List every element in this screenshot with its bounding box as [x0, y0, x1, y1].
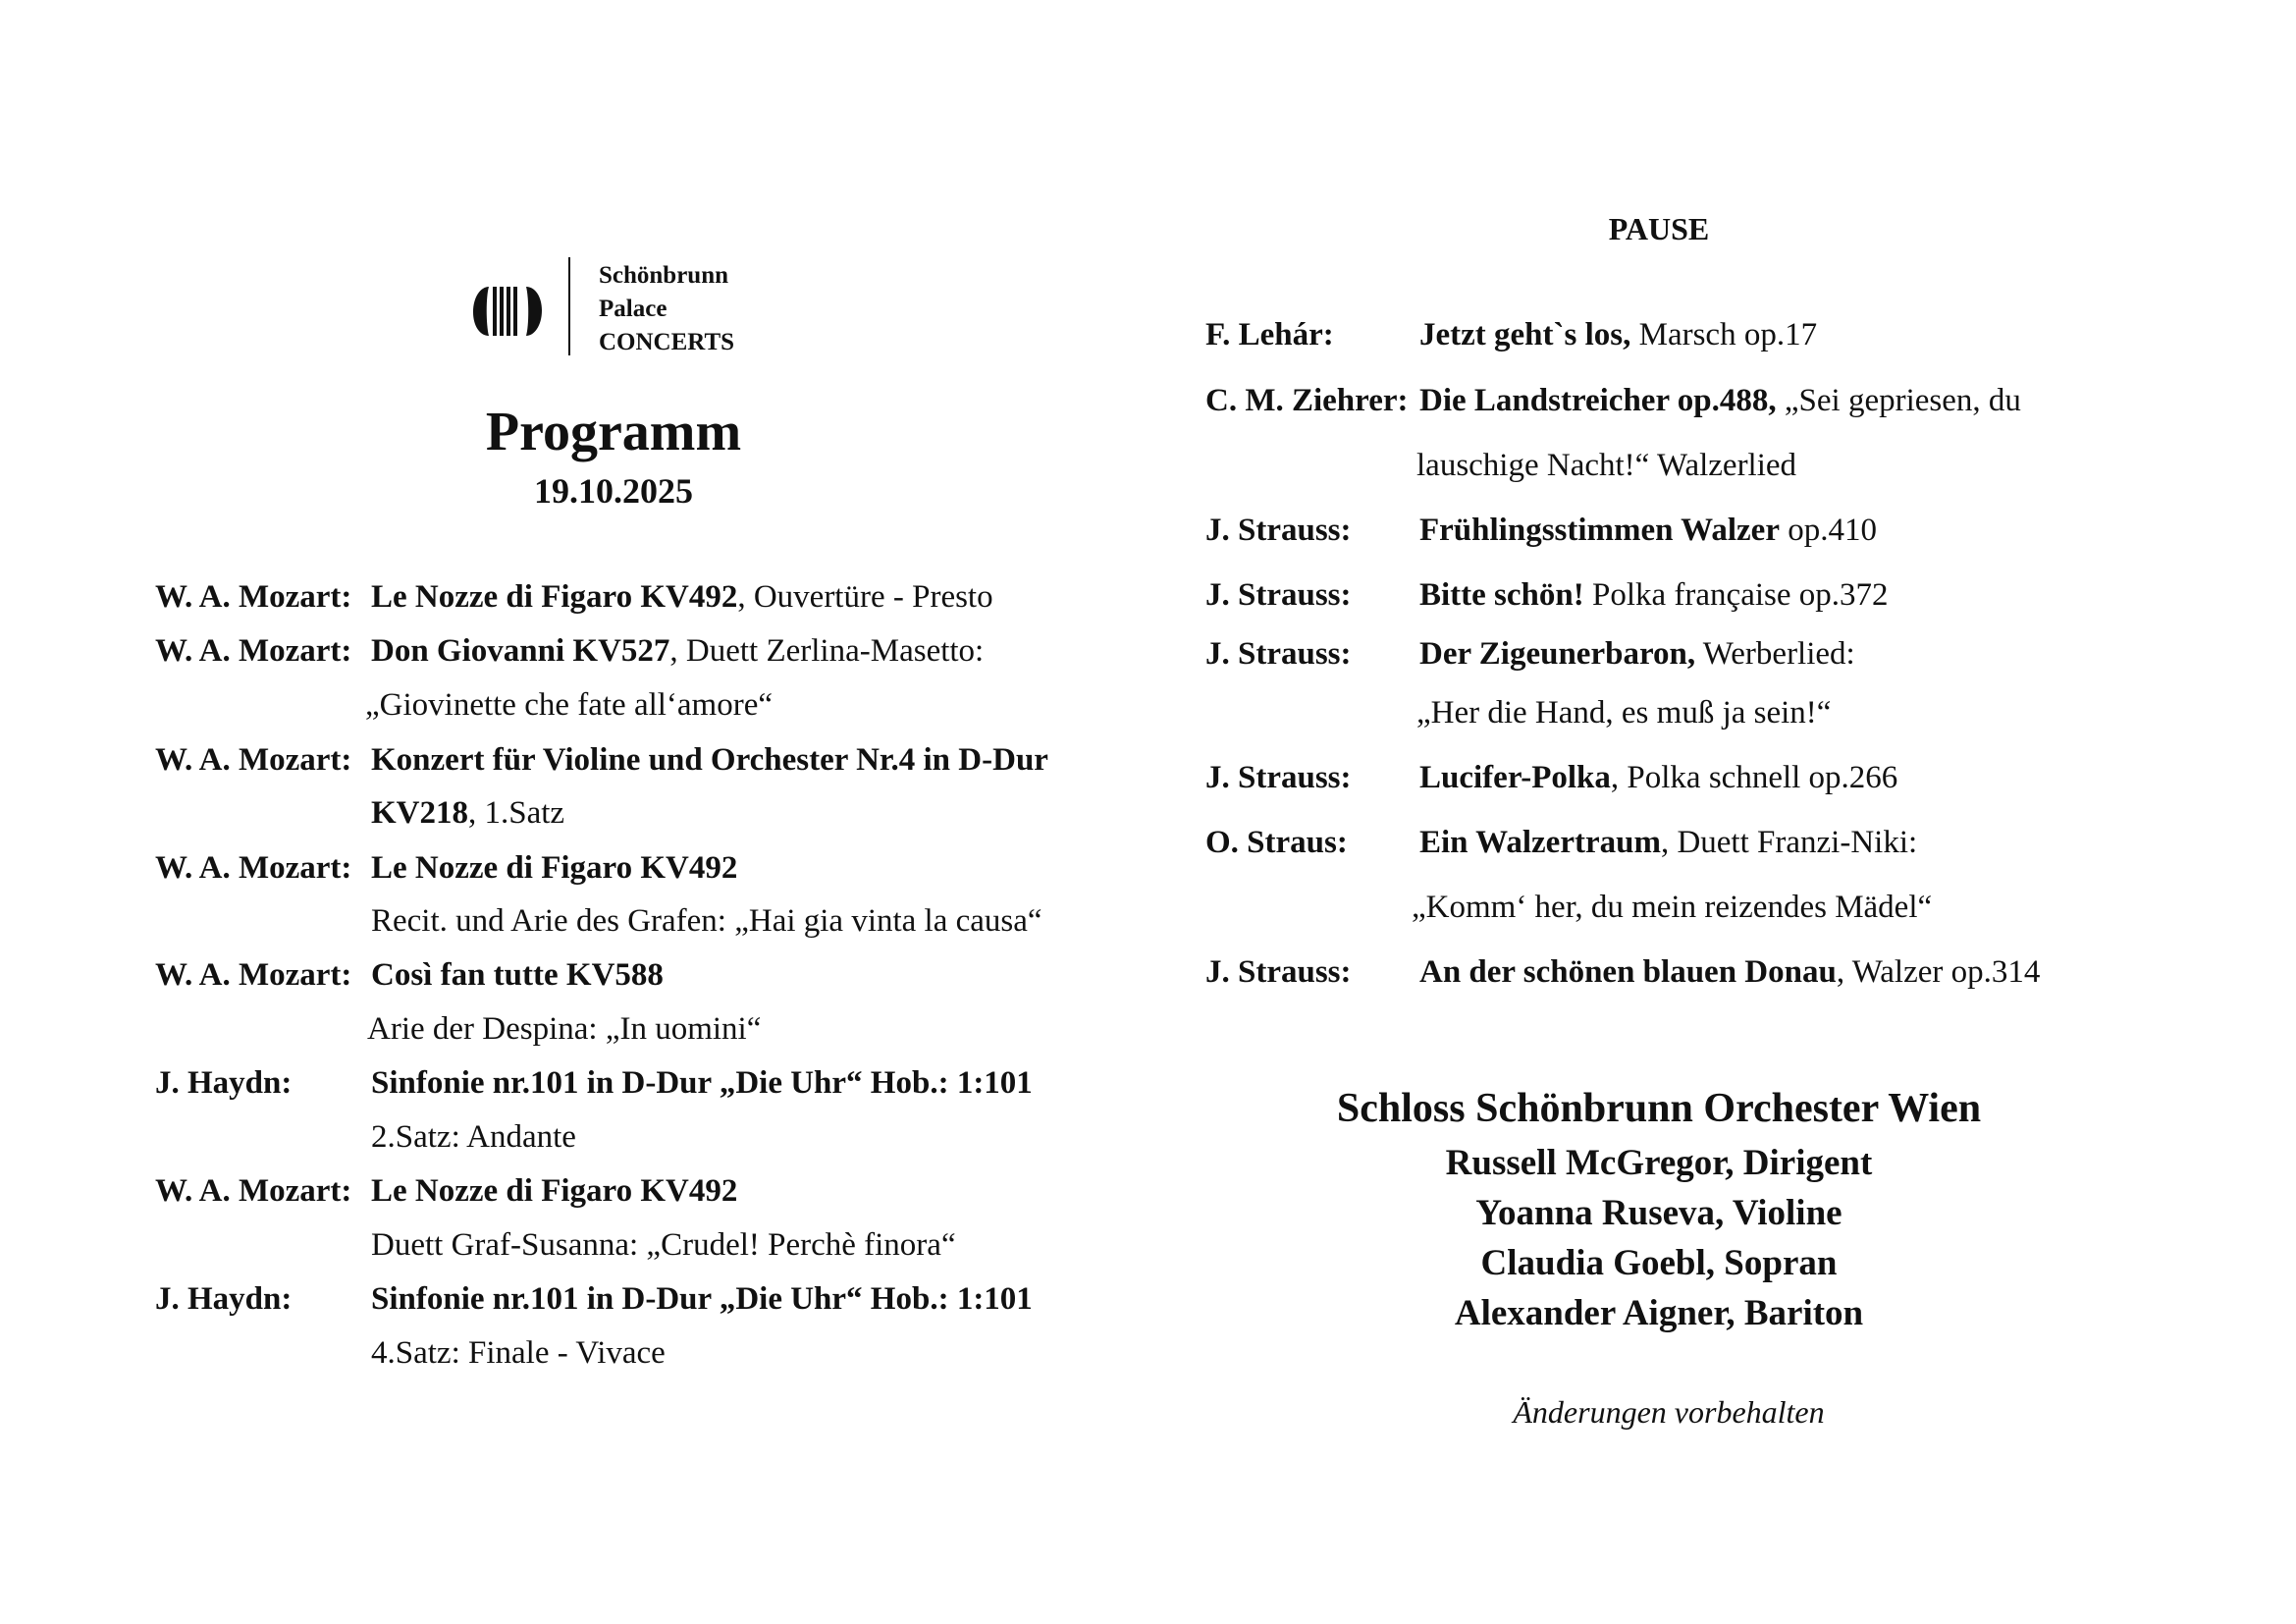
- composer: W. A. Mozart:: [155, 742, 352, 778]
- concert-date: 19.10.2025: [534, 471, 693, 511]
- work-title: Le Nozze di Figaro KV492: [371, 850, 738, 886]
- work-subtitle: , 1.Satz: [468, 795, 565, 831]
- performer-conductor: Russell McGregor, Dirigent: [1445, 1143, 1873, 1183]
- composer: O. Straus:: [1205, 825, 1348, 860]
- work-title: Der Zigeunerbaron,: [1419, 636, 1696, 672]
- work-title: Jetzt geht`s los,: [1419, 317, 1631, 352]
- composer: J. Strauss:: [1205, 954, 1352, 990]
- work-subtitle: „Giovinette che fate all‘amore“: [365, 687, 774, 723]
- composer: W. A. Mozart:: [155, 957, 352, 993]
- composer: C. M. Ziehrer:: [1205, 383, 1409, 418]
- performer-baritone: Alexander Aigner, Bariton: [1454, 1293, 1864, 1333]
- work-subtitle: 4.Satz: Finale - Vivace: [371, 1335, 666, 1371]
- work-title: Le Nozze di Figaro KV492: [371, 579, 738, 615]
- pause-heading: PAUSE: [1608, 211, 1710, 246]
- composer: W. A. Mozart:: [155, 579, 352, 615]
- logo-line-1: Schönbrunn: [599, 262, 729, 289]
- work-subtitle: Recit. und Arie des Grafen: „Hai gia vinta la causa“: [371, 903, 1042, 939]
- composer: F. Lehár:: [1205, 317, 1334, 352]
- work-title: Frühlingsstimmen Walzer: [1419, 513, 1780, 548]
- performer-soprano: Claudia Goebl, Sopran: [1480, 1243, 1838, 1283]
- work-title: An der schönen blauen Donau: [1419, 954, 1837, 990]
- work-subtitle: lauschige Nacht!“ Walzerlied: [1416, 448, 1797, 483]
- composer: J. Haydn:: [155, 1065, 293, 1101]
- work-subtitle: 2.Satz: Andante: [371, 1119, 576, 1155]
- disclaimer-note: Änderungen vorbehalten: [1513, 1394, 1825, 1430]
- program-part-1: [155, 0, 1097, 1473]
- work-subtitle: Arie der Despina: „In uomini“: [367, 1011, 762, 1047]
- composer: W. A. Mozart:: [155, 633, 352, 669]
- composer: J. Strauss:: [1205, 636, 1352, 672]
- work-title: Sinfonie nr.101 in D-Dur „Die Uhr“ Hob.: 1:101: [371, 1065, 1033, 1101]
- logo-line-3: CONCERTS: [599, 329, 735, 355]
- work-subtitle: „Her die Hand, es muß ja sein!“: [1416, 695, 1832, 731]
- work-title: Le Nozze di Figaro KV492: [371, 1173, 738, 1209]
- work-title: Sinfonie nr.101 in D-Dur „Die Uhr“ Hob.: 1:101: [371, 1281, 1033, 1317]
- work-detail: Polka française op.372: [1583, 577, 1889, 613]
- work-title: Ein Walzertraum: [1419, 825, 1661, 860]
- composer: J. Haydn:: [155, 1281, 293, 1317]
- work-title: Bitte schön!: [1419, 577, 1584, 613]
- work-title: Don Giovanni KV527: [371, 633, 670, 669]
- work-title: Konzert für Violine und Orchester Nr.4 in D-Dur: [371, 742, 1048, 778]
- work-detail: , Ouvertüre - Presto: [737, 579, 993, 615]
- work-title: Così fan tutte KV588: [371, 957, 664, 993]
- composer: J. Strauss:: [1205, 760, 1352, 795]
- work-detail: Werberlied:: [1695, 636, 1855, 672]
- work-detail: , Duett Franzi-Niki:: [1660, 825, 1918, 860]
- work-subtitle: „Komm‘ her, du mein reizendes Mädel“: [1412, 890, 1933, 925]
- work-detail: „Sei gepriesen, du: [1776, 383, 2021, 418]
- work-title-cont: KV218: [371, 795, 468, 831]
- work-detail: , Duett Zerlina-Masetto:: [669, 633, 985, 669]
- composer: J. Strauss:: [1205, 513, 1352, 548]
- composer: W. A. Mozart:: [155, 1173, 352, 1209]
- work-detail: Marsch op.17: [1630, 317, 1818, 352]
- performer-violin: Yoanna Ruseva, Violine: [1475, 1193, 1842, 1233]
- orchestra-name: Schloss Schönbrunn Orchester Wien: [1336, 1086, 1982, 1131]
- work-subtitle: Duett Graf-Susanna: „Crudel! Perchè finora“: [371, 1227, 956, 1263]
- work-title: Lucifer-Polka: [1419, 760, 1611, 795]
- program-part-2: [1205, 0, 2187, 1080]
- composer: J. Strauss:: [1205, 577, 1352, 613]
- work-detail: , Walzer op.314: [1836, 954, 2041, 990]
- work-title: Die Landstreicher op.488,: [1419, 383, 1777, 418]
- work-detail: op.410: [1779, 513, 1877, 548]
- work-detail: , Polka schnell op.266: [1610, 760, 1898, 795]
- page-title: Programm: [485, 402, 742, 462]
- logo-line-2: Palace: [599, 296, 667, 322]
- composer: W. A. Mozart:: [155, 850, 352, 886]
